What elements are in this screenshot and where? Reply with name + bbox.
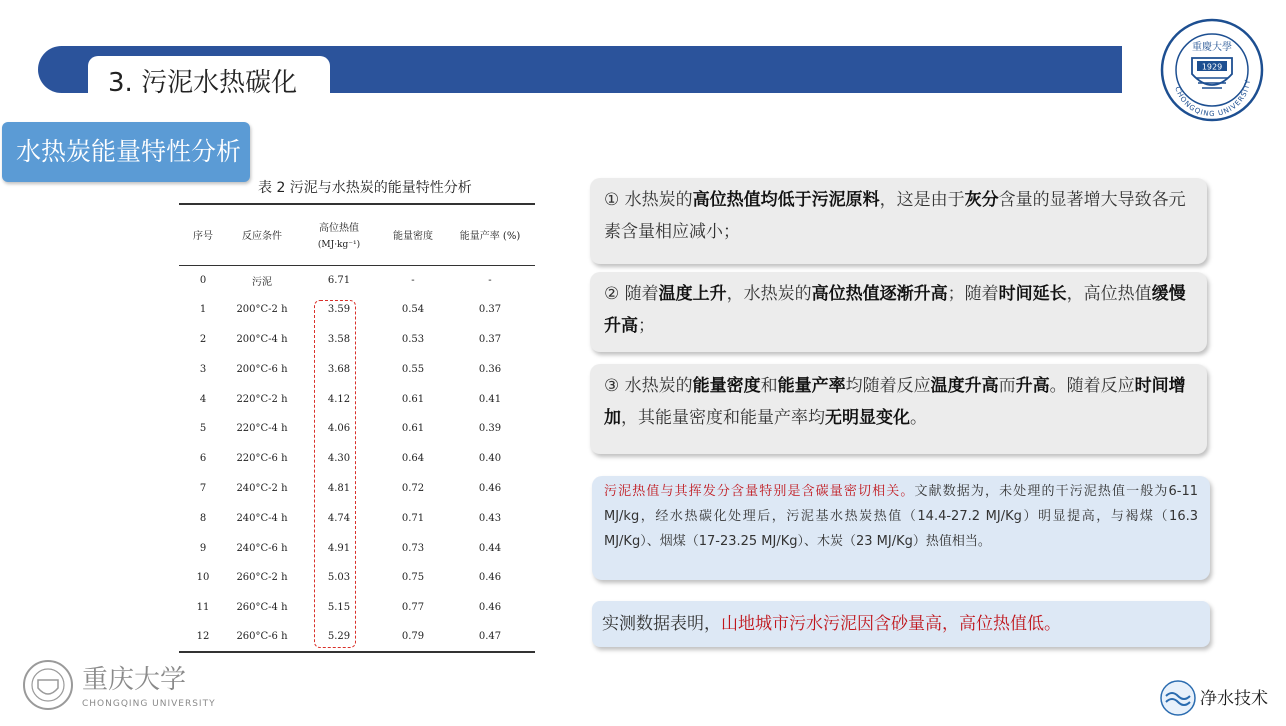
cell-yield: 0.39 <box>478 423 502 435</box>
literature-highlight: 污泥热值与其挥发分含量特别是含碳量密切相关。 <box>604 484 915 499</box>
cell-index: 8 <box>199 512 207 524</box>
university-logo-icon <box>18 656 238 714</box>
table-row <box>179 474 535 504</box>
cell-index: 6 <box>199 453 207 465</box>
cell-yield: 0.37 <box>478 304 502 316</box>
water-tech-logo-icon <box>1158 676 1284 720</box>
cell-density: 0.55 <box>401 363 425 375</box>
table-row <box>179 444 535 474</box>
table-row <box>179 593 535 623</box>
cell-index: 2 <box>199 333 207 345</box>
svg-text:CHONGQING UNIVERSITY: CHONGQING UNIVERSITY <box>1173 78 1253 119</box>
cell-yield: 0.37 <box>478 333 502 345</box>
cell-hhv: 4.06 <box>327 423 351 435</box>
cell-density: 0.79 <box>401 631 425 643</box>
cell-condition: 240°C-6 h <box>236 542 288 554</box>
table-row <box>179 265 535 295</box>
cell-yield: 0.46 <box>478 602 502 614</box>
cell-yield: 0.46 <box>478 482 502 494</box>
cell-index: 3 <box>199 363 207 375</box>
cell-density: 0.73 <box>401 542 425 554</box>
cell-condition: 240°C-2 h <box>236 482 288 494</box>
table-row <box>179 354 535 384</box>
svg-text:1929: 1929 <box>1201 62 1223 72</box>
cell-density: 0.75 <box>401 572 425 584</box>
cell-hhv: 5.29 <box>327 631 351 643</box>
cell-yield: 0.41 <box>478 393 502 405</box>
cell-yield: 0.44 <box>478 542 502 554</box>
cell-hhv: 4.12 <box>327 393 351 405</box>
cell-density: 0.61 <box>401 393 425 405</box>
cell-condition: 污泥 <box>252 276 272 288</box>
measurement-conclusion: 实测数据表明，山地城市污水污泥因含砂量高，高位热值低。 <box>592 601 1210 647</box>
literature-note <box>592 476 1210 580</box>
table-row <box>179 503 535 533</box>
cell-density: 0.72 <box>401 482 425 494</box>
cell-index: 0 <box>199 274 207 286</box>
cell-hhv: 4.74 <box>327 512 351 524</box>
cell-hhv: 3.68 <box>327 363 351 375</box>
callout-temperature-time: ② 随着温度上升，水热炭的高位热值逐渐升高；随着时间延长，高位热值缓慢升高； <box>590 272 1207 352</box>
callout-energy-density: ③ 水热炭的能量密度和能量产率均随着反应温度升高而升高。随着反应时间增加，其能量密度和能量产率均无明显变化。 <box>590 364 1207 454</box>
cell-density: 0.53 <box>401 333 425 345</box>
cell-density: 0.54 <box>401 304 425 316</box>
table-row <box>179 623 535 653</box>
col-header-condition: 反应条件 <box>242 231 282 243</box>
cell-index: 10 <box>196 572 210 584</box>
cell-yield: 0.47 <box>478 631 502 643</box>
svg-text:CHONGQING UNIVERSITY: CHONGQING UNIVERSITY <box>82 699 216 709</box>
cell-index: 1 <box>199 304 207 316</box>
cell-density: 0.64 <box>401 453 425 465</box>
table-row <box>179 563 535 593</box>
cell-index: 7 <box>199 482 207 494</box>
cell-index: 9 <box>199 542 207 554</box>
table-row <box>179 384 535 414</box>
cell-yield: - <box>488 274 492 286</box>
cell-condition: 200°C-4 h <box>236 333 288 345</box>
table-row <box>179 533 535 563</box>
col-header-yield: 能量产率 (%) <box>459 231 521 243</box>
cell-condition: 220°C-6 h <box>236 453 288 465</box>
hhv-highlight-box <box>314 300 356 648</box>
cell-condition: 220°C-2 h <box>236 393 288 405</box>
section-label: 水热炭能量特性分析 <box>2 122 250 182</box>
energy-table <box>179 203 535 653</box>
cell-density: - <box>411 274 415 286</box>
col-header-hhv <box>297 204 381 265</box>
col-header-index: 序号 <box>193 231 213 243</box>
cell-condition: 200°C-6 h <box>236 363 288 375</box>
table-row <box>179 295 535 325</box>
cell-yield: 0.36 <box>478 363 502 375</box>
table-row <box>179 325 535 355</box>
cell-hhv: 6.71 <box>327 274 351 286</box>
cell-condition: 240°C-4 h <box>236 512 288 524</box>
cell-index: 12 <box>196 631 210 643</box>
col-header-hhv-label: 高位热值 <box>319 223 359 235</box>
cell-density: 0.71 <box>401 512 425 524</box>
cell-hhv: 3.59 <box>327 304 351 316</box>
cell-yield: 0.43 <box>478 512 502 524</box>
cell-yield: 0.40 <box>478 453 502 465</box>
cell-condition: 200°C-2 h <box>236 304 288 316</box>
cell-hhv: 4.81 <box>327 482 351 494</box>
cell-condition: 260°C-4 h <box>236 602 288 614</box>
cell-index: 4 <box>199 393 207 405</box>
cell-condition: 260°C-6 h <box>236 631 288 643</box>
cell-hhv: 4.30 <box>327 453 351 465</box>
cell-density: 0.77 <box>401 602 425 614</box>
cell-yield: 0.46 <box>478 572 502 584</box>
col-header-hhv-unit: (MJ·kg⁻¹) <box>317 240 361 251</box>
cell-density: 0.61 <box>401 423 425 435</box>
table-row <box>179 414 535 444</box>
table-header-row <box>179 204 535 265</box>
cell-hhv: 3.58 <box>327 333 351 345</box>
callout-hhv-lower: ① 水热炭的高位热值均低于污泥原料，这是由于灰分含量的显著增大导致各元素含量相应减小； <box>590 178 1207 264</box>
cell-index: 5 <box>199 423 207 435</box>
col-header-density: 能量密度 <box>393 231 433 243</box>
svg-text:重庆大学: 重庆大学 <box>82 665 187 695</box>
page-title: 3. 污泥水热碳化 <box>108 68 298 98</box>
literature-text: 文献数据为，未处理的干污泥热值一般为6-11 MJ/kg，经水热碳化处理后，污泥基水热炭热值（14.4-27.2 MJ/Kg）明显提高，与褐煤（16.3 MJ/Kg）、烟煤（17-23.25 MJ/Kg）、木炭（23 MJ/Kg）热值相当。 <box>604 484 1198 549</box>
university-emblem-icon <box>1160 18 1264 122</box>
cell-hhv: 5.03 <box>327 572 351 584</box>
cell-hhv: 4.91 <box>327 542 351 554</box>
cell-condition: 220°C-4 h <box>236 423 288 435</box>
cell-index: 11 <box>196 602 210 614</box>
svg-text:重慶大學: 重慶大學 <box>1192 42 1232 53</box>
cell-condition: 260°C-2 h <box>236 572 288 584</box>
cell-hhv: 5.15 <box>327 602 351 614</box>
table-caption: 表 2 污泥与水热炭的能量特性分析 <box>258 180 472 196</box>
svg-text:净水技术: 净水技术 <box>1200 689 1268 709</box>
